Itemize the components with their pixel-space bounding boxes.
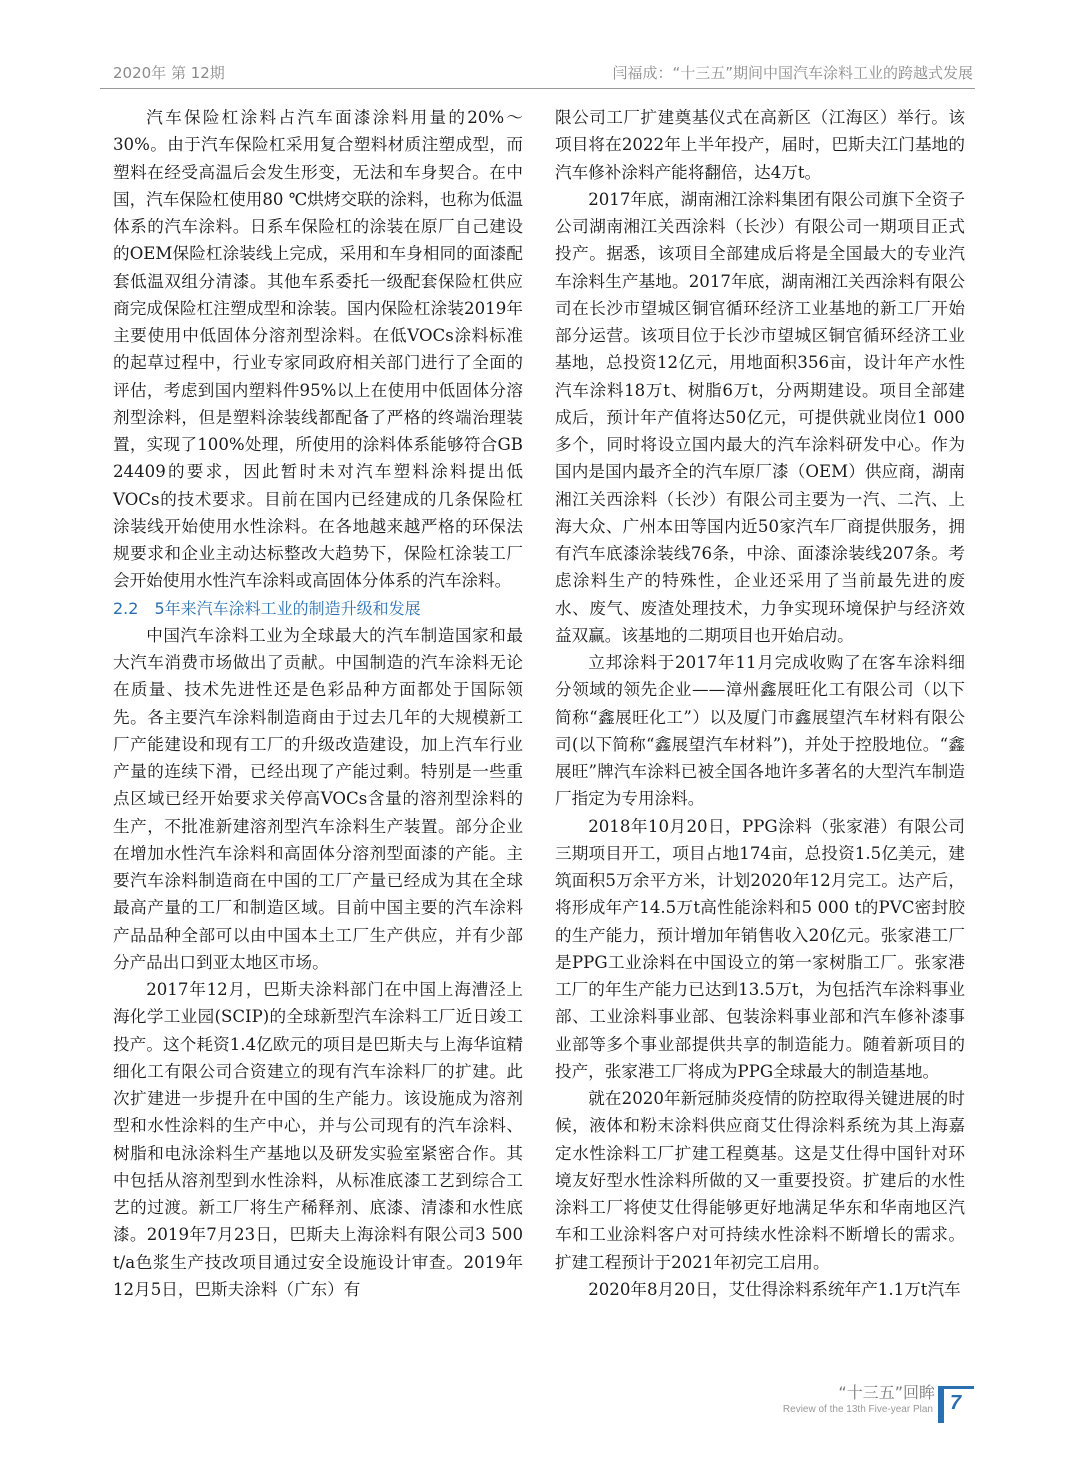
issue-label: 2020年 第 12期 xyxy=(113,64,225,82)
paragraph: 2018年10月20日，PPG涂料（张家港）有限公司三期项目开工，项目占地174亩，总投资1.5亿美元，建筑面积5万余平方米，计划2020年12月完工。达产后，将形成年产14.5万t高性能涂料和5 000 t的PVC密封胶的生产能力，预计增加年销售收入20亿元。张家港工厂是PPG工业涂料在中国设立的第一家树脂工厂。张家港工厂的年生产能力已达到13.5万t，为包括汽车涂料事业部、工业涂料事业部、包装涂料事业部和汽车修补漆事业部等多个事业部提供共享的制造能力。随着新项目的投产，张家港工厂将成为PPG全球最大的制造基地。 xyxy=(555,816,965,1081)
right-column xyxy=(555,104,965,1303)
left-column xyxy=(113,104,523,1303)
page-number: 7 xyxy=(950,1392,962,1414)
header-divider xyxy=(100,88,975,89)
footer-column-name: “十三五”回眸 xyxy=(838,1383,935,1402)
paragraph: 2020年8月20日，艾仕得涂料系统年产1.1万t汽车 xyxy=(588,1279,961,1299)
paragraph: 立邦涂料于2017年11月完成收购了在客车涂料细分领域的领先企业——漳州鑫展旺化工有限公司（以下简称“鑫展旺化工”）以及厦门市鑫展望汽车材料有限公司(以下简称“鑫展望汽车材料”)，并处于控股地位。“鑫展旺”牌汽车涂料已被全国各地许多著名的大型汽车制造厂指定为专用涂料。 xyxy=(555,653,965,809)
paragraph-continuation: 限公司工厂扩建奠基仪式在高新区（江海区）举行。该项目将在2022年上半年投产，届时，巴斯夫江门基地的汽车修补涂料产能将翻倍，达4万t。 xyxy=(555,108,965,182)
paragraph: 汽车保险杠涂料占汽车面漆涂料用量的20%～30%。由于汽车保险杠采用复合塑料材质注塑成型，而塑料在经受高温后会发生形变，无法和车身契合。在中国，汽车保险杠使用80 ℃烘烤交联的涂料，也称为低温体系的汽车涂料。日系车保险杠的涂装在原厂自己建设的OEM保险杠涂装线上完成，采用和车身相同的面漆配套低温双组分清漆。其他车系委托一级配套保险杠供应商完成保险杠注塑成型和涂装。国内保险杠涂装2019年主要使用中低固体分溶剂型涂料。在低VOCs涂料标准的起草过程中，行业专家同政府相关部门进行了全面的评估，考虑到国内塑料件95%以上在使用中低固体分溶剂型涂料，但是塑料涂装线都配备了严格的终端治理装置，实现了100%处理，所使用的涂料体系能够符合GB 24409的要求，因此暂时未对汽车塑料涂料提出低VOCs的技术要求。目前在国内已经建成的几条保险杠涂装线开始使用水性涂料。在各地越来越严格的环保法规要求和企业主动达标整改大趋势下，保险杠涂装工厂会开始使用水性汽车涂料或高固体分体系的汽车涂料。 xyxy=(113,108,524,591)
paragraph: 中国汽车涂料工业为全球最大的汽车制造国家和最大汽车消费市场做出了贡献。中国制造的汽车涂料无论在质量、技术先进性还是色彩品种方面都处于国际领先。各主要汽车涂料制造商由于过去几年的大规模新工厂产能建设和现有工厂的升级改造建设，加上汽车行业产量的连续下滑，已经出现了产能过剩。特别是一些重点区域已经开始要求关停高VOCs含量的溶剂型涂料的生产，不批准新建溶剂型汽车涂料生产装置。部分企业在增加水性汽车涂料和高固体分溶剂型面漆的产能。主要汽车涂料制造商在中国的工厂产量已经成为其在全球最高产量的工厂和制造区域。目前中国主要的汽车涂料产品品种全部可以由中国本土工厂生产供应，并有少部分产品出口到亚太地区市场。 xyxy=(113,625,523,972)
section-heading: 2.2 5年来汽车涂料工业的制造升级和发展 xyxy=(113,598,421,618)
paragraph: 就在2020年新冠肺炎疫情的防控取得关键进展的时候，液体和粉末涂料供应商艾仕得涂料系统为其上海嘉定水性涂料工厂扩建工程奠基。这是艾仕得中国针对环境友好型水性涂料所做的又一重要投资。扩建后的水性涂料工厂将使艾仕得能够更好地满足华东和华南地区汽车和工业涂料客户对可持续水性涂料不断增长的需求。扩建工程预计于2021年初完工启用。 xyxy=(555,1089,965,1272)
footer-column-name-en: Review of the 13th Five-year Plan xyxy=(782,1404,933,1415)
paragraph: 2017年12月，巴斯夫涂料部门在中国上海漕泾上海化学工业园(SCIP)的全球新型汽车涂料工厂近日竣工投产。这个耗资1.4亿欧元的项目是巴斯夫与上海华谊精细化工有限公司合资建立的现有汽车涂料厂的扩建。此次扩建进一步提升在中国的生产能力。该设施成为溶剂型和水性涂料的生产中心，并与公司现有的汽车涂料、树脂和电泳涂料生产基地以及研发实验室紧密合作。其中包括从溶剂型到水性涂料，从标准底漆工艺到综合工艺的过渡。新工厂将生产稀释剂、底漆、清漆和水性底漆。2019年7月23日，巴斯夫上海涂料有限公司3 500 t/a色浆生产技改项目通过安全设施设计审查。2019年12月5日，巴斯夫涂料（广东）有 xyxy=(113,980,523,1299)
paragraph: 2017年底，湖南湘江涂料集团有限公司旗下全资子公司湖南湘江关西涂料（长沙）有限公司一期项目正式投产。据悉，该项目全部建成后将是全国最大的专业汽车涂料生产基地。2017年底，湖南湘江关西涂料有限公司在长沙市望城区铜官循环经济工业基地的新工厂开始部分运营。该项目位于长沙市望城区铜官循环经济工业基地，总投资12亿元，用地面积356亩，设计年产水性汽车涂料18万t、树脂6万t，分两期建设。项目全部建成后，预计年产值将达50亿元，可提供就业岗位1 000多个，同时将设立国内最大的汽车涂料研发中心。作为国内是国内最齐全的汽车原厂漆（OEM）供应商，湖南湘江关西涂料（长沙）有限公司主要为一汽、二汽、上海大众、广州本田等国内近50家汽车厂商提供服务，拥有汽车底漆涂装线76条，中涂、面漆涂装线207条。考虑涂料生产的特殊性，企业还采用了当前最先进的废水、废气、废渣处理技术，力争实现环境保护与经济效益双赢。该基地的二期项目也开始启动。 xyxy=(555,189,965,645)
running-title: 闫福成：“十三五”期间中国汽车涂料工业的跨越式发展 xyxy=(612,64,973,82)
